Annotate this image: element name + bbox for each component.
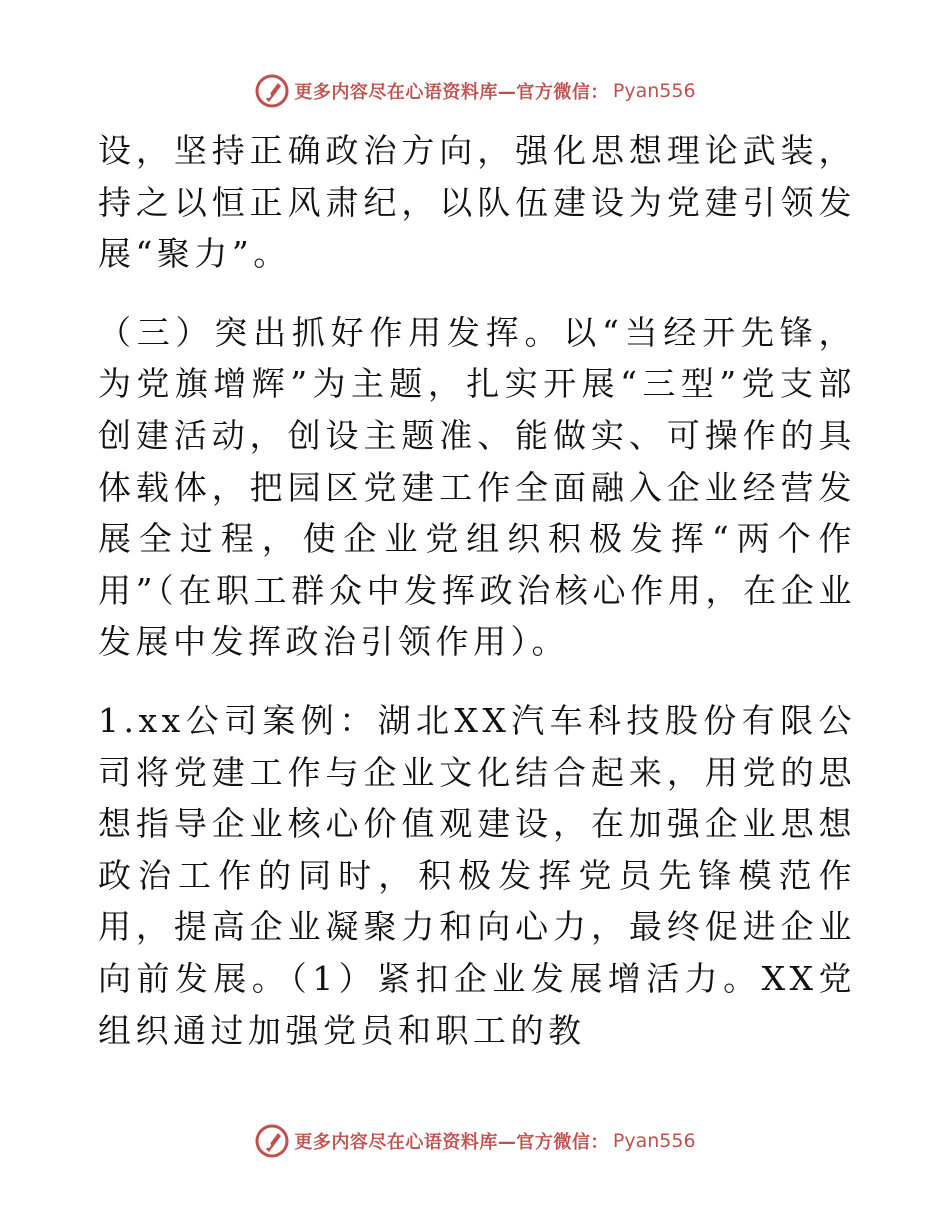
document-body xyxy=(98,125,856,1083)
pen-logo-icon xyxy=(254,1123,290,1159)
header-wechat-id: Pyan556 xyxy=(612,80,696,102)
footer-banner xyxy=(0,1121,950,1161)
paragraph-2: （三）突出抓好作用发挥。以“当经开先锋，为党旗增辉”为主题，扎实开展“三型”党支部创建活动，创设主题准、能做实、可操作的具体载体，把园区党建工作全面融入企业经营发展全过程，使企业党组织积极发挥“两个作用”（在职工群众中发挥政治核心作用，在企业发展中发挥政治引领作用）。 xyxy=(98,312,856,662)
footer-banner-text: 更多内容尽在心语资料库—官方微信： xyxy=(294,1132,609,1153)
header-banner-text: 更多内容尽在心语资料库—官方微信： xyxy=(294,82,609,103)
footer-wechat-id: Pyan556 xyxy=(612,1130,696,1152)
paragraph-1: 设，坚持正确政治方向，强化思想理论武装，持之以恒正风肃纪，以队伍建设为党建引领发展“聚力”。 xyxy=(98,131,856,274)
header-banner xyxy=(0,71,950,111)
pen-logo-icon xyxy=(254,73,290,109)
paragraph-3: 1.xx公司案例：湖北XX汽车科技股份有限公司将党建工作与企业文化结合起来，用党的思想指导企业核心价值观建设，在加强企业思想政治工作的同时，积极发挥党员先锋模范作用，提高企业凝聚力和向心力，最终促进企业向前发展。（1）紧扣企业发展增活力。XX党组织通过加强党员和职工的教 xyxy=(98,700,856,1050)
